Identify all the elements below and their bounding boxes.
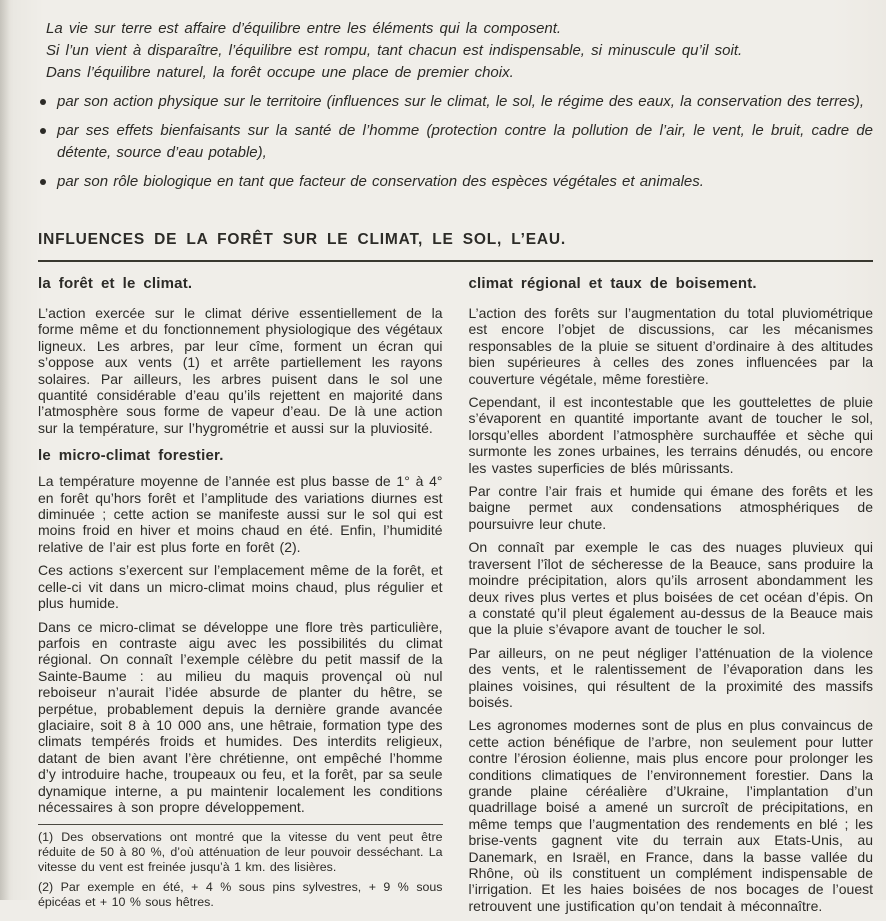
- column-right: [469, 275, 874, 921]
- bullet-item: [38, 91, 873, 113]
- paragraph: La température moyenne de l’année est plus basse de 1° à 4° en forêt qu’hors forêt et l’amplitude des variations diurnes est diminuée ; cette action se manifeste aussi sur le sol qui est moins froid en hiver et moins chaud en été. Enfin, l’humidité relative de l’air est plus forte en forêt (2).: [38, 473, 443, 555]
- paragraph: Les agronomes modernes sont de plus en plus convaincus de cette action bénéfique de l’arbre, non seulement pour lutter contre l’érosion éolienne, mais plus encore pour prolonger les conditions climatiques de l’environnement forestier. Dans la grande plaine céréalière d’Ukraine, l’implantation d’un quadrillage boisé a amené un surcroît de précipitations, en même temps que l’augmentation des rendements en blé ; les brise-vents gagnent vite du terrain aux Etats-Unis, au Danemark, en Israël, en France, dans la basse vallée du Rhône, où ils constituent un complément indispensable de l’irrigation. Et les haies boisées de nos bocages de l’ouest retrouvent une justification qu’on tendait à méconnaître.: [468, 717, 873, 914]
- footnote: (1) Des observations ont montré que la vitesse du vent peut être réduite de 50 à 80 %, d’où atténuation de leur pouvoir desséchant. La vitesse du vent est freinée jusqu’à 1 km. des lisières.: [38, 830, 443, 875]
- two-column-layout: [38, 275, 873, 921]
- paragraph: Ces actions s’exercent sur l’emplacement même de la forêt, et celle-ci vit dans un micro-climat moins chaud, plus régulier et plus humide.: [38, 562, 443, 612]
- bullet-text: par son action physique sur le territoire (influences sur le climat, le sol, le régime des eaux, la conservation des terres),: [57, 93, 865, 110]
- right-column-heading: climat régional et taux de boisement.: [468, 275, 757, 292]
- bullet-text: par son rôle biologique en tant que facteur de conservation des espèces végétales et animales.: [57, 173, 704, 190]
- bullet-item: [38, 171, 873, 193]
- paragraph: L’action exercée sur le climat dérive essentiellement de la forme même et du fonctionnement physiologique des végétaux ligneux. Les arbres, par leur cîme, forment un écran qui s’oppose aux vents (1) et arrête partiellement les rayons solaires. Par ailleurs, les arbres puisent dans le sol une quantité considérable d’eau qu’ils rejettent en majorité dans l’atmosphère sous forme de vapeur d’eau. De là une action sur la température, sur l’hygrométrie et aussi sur la pluviosité.: [38, 305, 443, 436]
- intro-line: La vie sur terre est affaire d’équilibre entre les éléments qui la composent.: [46, 20, 562, 37]
- section-title: INFLUENCES DE LA FORÊT SUR LE CLIMAT, LE SOL, L’EAU.: [38, 231, 566, 248]
- intro-line: Si l’un vient à disparaître, l’équilibre est rompu, tant chacun est indispensable, si minuscule qu’il soit.: [46, 42, 743, 59]
- bullet-icon: [40, 179, 46, 185]
- column-left: [38, 275, 443, 921]
- left-column-heading: la forêt et le climat.: [38, 275, 193, 292]
- bullet-icon: [40, 128, 46, 134]
- intro-section: [38, 18, 873, 193]
- section-divider: [38, 260, 873, 262]
- paragraph: On connaît par exemple le cas des nuages pluvieux qui traversent l’îlot de sécheresse de la Beauce, sans produire la moindre précipitation, alors qu’ils arrosent abondamment les deux rives plus vertes et plus boisées de cet océan d’épis. On a constaté qu’il pleut également au-dessus de la Beauce mais que la pluie s’évapore avant de toucher le sol.: [468, 539, 873, 638]
- subheading-micro-climat: le micro-climat forestier.: [38, 447, 224, 465]
- scan-edge-shadow: [0, 0, 10, 900]
- intro-line: Dans l’équilibre naturel, la forêt occupe une place de premier choix.: [46, 64, 514, 81]
- paragraph: L’action des forêts sur l’augmentation du total pluviométrique est encore l’objet de discussions, car les mécanismes responsables de la pluie se situent d’ordinaire à des altitudes bien supérieures à celles des zones influencées par la couverture végétale, même forestière.: [468, 305, 873, 387]
- paragraph: Par contre l’air frais et humide qui émane des forêts et les baigne permet aux condensations atmosphériques de poursuivre leur chute.: [468, 483, 873, 532]
- footnote: (2) Par exemple en été, + 4 % sous pins sylvestres, + 9 % sous épicéas et + 10 % sous hêtres.: [38, 880, 443, 909]
- paragraph: Dans ce micro-climat se développe une flore très particulière, parfois en contraste aigu avec les possibilités du climat régional. On connaît l’exemple célèbre du petit massif de la Sainte-Baume : au milieu du maquis provençal où nul reboiseur n’aurait l’idée absurde de planter du hêtre, se perpétue, probablement depuis la dernière grande avancée glaciaire, soit 8 à 10 000 ans, une hêtraie, formation type des climats tempérés froids et humides. Des interdits religieux, datant de bien avant l’ère chrétienne, ont empêché l’homme d’y introduire hache, troupeaux ou feu, et la forêt, par sa seule dynamique interne, a pu maintenir localement les conditions nécessaires à son propre développement.: [38, 618, 443, 815]
- paragraph: Par ailleurs, on ne peut négliger l’atténuation de la violence des vents, et le ralentissement de l’évaporation dans les plaines voisines, qui résultent de la proximité des massifs boisés.: [468, 644, 873, 710]
- paragraph: Cependant, il est incontestable que les gouttelettes de pluie s’évaporent en quantité importante avant de toucher le sol, lorsqu’elles abordent l’atmosphère surchauffée et sèche qui surmonte les zones urbaines, les terrains dénudés, ou encore les vastes superficies de blés mûrissants.: [468, 394, 873, 476]
- footnote-divider: [38, 824, 443, 825]
- bullet-item: [38, 120, 873, 164]
- bullet-icon: [40, 99, 46, 105]
- bullet-text: par ses effets bienfaisants sur la santé de l’homme (protection contre la pollution de l’air, le vent, le bruit, cadre de détente, source d’eau potable),: [57, 122, 873, 161]
